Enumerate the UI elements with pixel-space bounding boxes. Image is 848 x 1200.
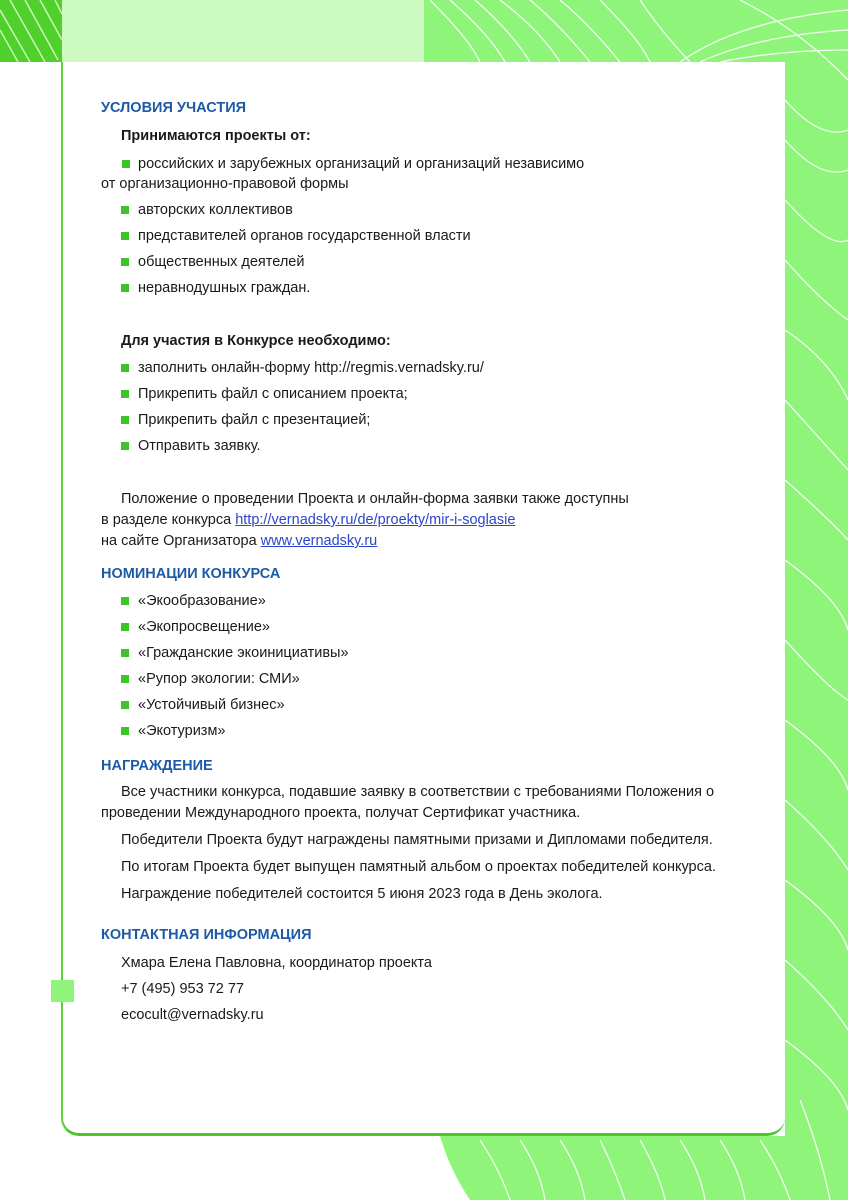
bullet-icon xyxy=(121,623,129,631)
section-heading-conditions: УСЛОВИЯ УЧАСТИЯ xyxy=(101,100,247,116)
list-item: «Экопросвещение» xyxy=(121,614,771,640)
list-item: Прикрепить файл с презентацией; xyxy=(121,407,771,433)
list-item: «Устойчивый бизнес» xyxy=(121,692,771,718)
award-paragraph: Победители Проекта будут награждены памятными призами и Дипломами победителя. xyxy=(121,832,713,848)
bullet-icon xyxy=(121,258,129,266)
dark-green-corner-patch xyxy=(0,0,62,62)
contact-name: Хмара Елена Павловна, координатор проекта xyxy=(121,955,432,971)
bullet-icon xyxy=(121,442,129,450)
organizer-site-link[interactable]: www.vernadsky.ru xyxy=(260,533,378,549)
list-item: Прикрепить файл с описанием проекта; xyxy=(121,381,771,407)
bullet-icon xyxy=(121,416,129,424)
list-item: «Рупор экологии: СМИ» xyxy=(121,666,771,692)
list-item: Отправить заявку. xyxy=(121,433,771,459)
bullet-icon xyxy=(121,206,129,214)
award-paragraph: Награждение победителей состоится 5 июня 2023 года в День эколога. xyxy=(121,886,603,902)
list-item: заполнить онлайн-форму http://regmis.vernadsky.ru/ xyxy=(121,355,771,381)
contact-email[interactable]: ecocult@vernadsky.ru xyxy=(121,1007,264,1023)
list-item: общественных деятелей xyxy=(121,249,771,275)
bullet-icon xyxy=(121,701,129,709)
list-item: неравнодушных граждан. xyxy=(121,275,771,301)
contest-section-link[interactable]: http://vernadsky.ru/de/proekty/mir-i-soglasie xyxy=(235,512,516,528)
award-paragraph: Все участники конкурса, подавшие заявку в соответствии с требованиями Положения о проведении Международного проекта, получат Сертификат участника. xyxy=(101,784,715,821)
accepted-from-title: Принимаются проекты от: xyxy=(121,128,311,144)
bullet-icon xyxy=(121,284,129,292)
bullet-icon xyxy=(121,232,129,240)
list-item: «Экообразование» xyxy=(121,588,771,614)
list-item: представителей органов государственной власти xyxy=(121,223,771,249)
section-heading-nominations: НОМИНАЦИИ КОНКУРСА xyxy=(101,566,281,582)
bullet-icon xyxy=(121,364,129,372)
light-green-header-block xyxy=(62,0,424,62)
decorative-square xyxy=(51,980,74,1002)
bullet-icon xyxy=(121,649,129,657)
info-paragraph: Положение о проведении Проекта и онлайн-форма заявки также доступны в разделе конкурса http://vernadsky.ru/de/proekty/mir-i-soglasie на сайте Организатора www.vernadsky.ru xyxy=(101,491,629,549)
list-item: «Экотуризм» xyxy=(121,718,771,744)
contact-phone[interactable]: +7 (495) 953 72 77 xyxy=(121,981,244,997)
award-paragraph: По итогам Проекта будет выпущен памятный альбом о проектах победителей конкурса. xyxy=(121,859,716,875)
required-title: Для участия в Конкурсе необходимо: xyxy=(121,333,391,349)
contact-info xyxy=(101,950,771,1028)
bullet-icon xyxy=(121,675,129,683)
document-content xyxy=(101,98,771,1028)
list-item: авторских коллективов xyxy=(121,197,771,223)
bullet-icon xyxy=(121,597,129,605)
section-heading-award: НАГРАЖДЕНИЕ xyxy=(101,758,213,774)
list-item: «Гражданские экоинициативы» xyxy=(121,640,771,666)
bullet-icon xyxy=(121,727,129,735)
bullet-icon xyxy=(122,160,130,168)
section-heading-contact: КОНТАКТНАЯ ИНФОРМАЦИЯ xyxy=(101,927,312,943)
list-item: российских и зарубежных организаций и организаций независимо от организационно-правовой формы xyxy=(101,156,585,192)
bullet-icon xyxy=(121,390,129,398)
award-text xyxy=(101,782,771,905)
